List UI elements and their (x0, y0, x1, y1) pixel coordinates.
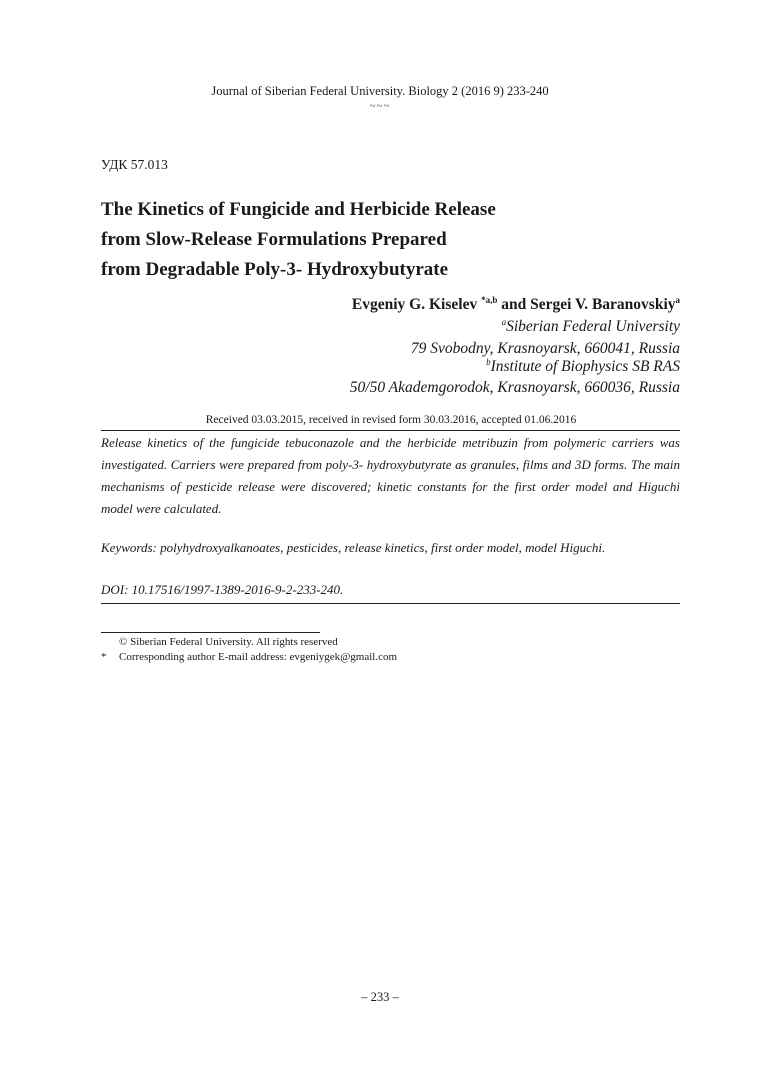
header-ornament: ~~~ (369, 100, 391, 112)
author-affiliation-mark: a (675, 294, 680, 305)
authors (352, 296, 680, 314)
title-line: The Kinetics of Fungicide and Herbicide Release (101, 199, 496, 220)
article-title (101, 195, 661, 285)
received-dates: Received 03.03.2015, received in revised form 30.03.2016, accepted 01.06.2016 (205, 414, 577, 426)
author-conjunction: and (497, 296, 531, 313)
journal-header: Journal of Siberian Federal University. Biology 2 (2016 9) 233-240 (211, 84, 549, 98)
keywords: Keywords: polyhydroxyalkanoates, pesticides, release kinetics, first order model, model Higuchi. (101, 540, 606, 555)
doi: DOI: 10.17516/1997-1389-2016-9-2-233-240. (101, 582, 344, 597)
divider (101, 430, 680, 431)
affiliation-line: 79 Svobodny, Krasnoyarsk, 660041, Russia (410, 340, 680, 357)
udk-code: УДК 57.013 (101, 157, 168, 172)
author-name: Sergei V. Baranovskiy (530, 296, 676, 313)
title-line: from Degradable Poly-3- Hydroxybutyrate (101, 259, 449, 280)
author-name: Evgeniy G. Kiselev (351, 296, 482, 313)
divider (101, 603, 680, 604)
abstract: Release kinetics of the fungicide tebuconazole and the herbicide metribuzin from polymeric carriers was investigated. Carriers were prepared from poly-3- hydroxybutyrate as granules, films and 3D forms. The main mechanisms of pesticide release were discovered; kinetic constants for the first order model and Higuchi model were calculated. (101, 435, 680, 516)
footnote-corresponding: * Corresponding author E-mail address: evgeniygek@gmail.com (101, 651, 398, 663)
affiliation-mark: a (501, 316, 507, 327)
page-number: – 233 – (361, 990, 399, 1004)
footnote-mark: * (101, 651, 107, 663)
affiliation-line: $^a$Siberian Federal University (501, 316, 680, 335)
affiliation-line: 50/50 Akademgorodok, Krasnoyarsk, 660036, Russia (349, 379, 680, 396)
affiliation-line: $^b$Institute of Biophysics SB RAS (486, 356, 680, 375)
footnote-divider (101, 632, 320, 633)
author-affiliation-mark: *a,b (481, 294, 498, 305)
footnote-copyright: © Siberian Federal University. All rights reserved (119, 636, 338, 648)
affiliation-mark: b (486, 356, 491, 367)
title-line: from Slow-Release Formulations Prepared (101, 229, 447, 250)
